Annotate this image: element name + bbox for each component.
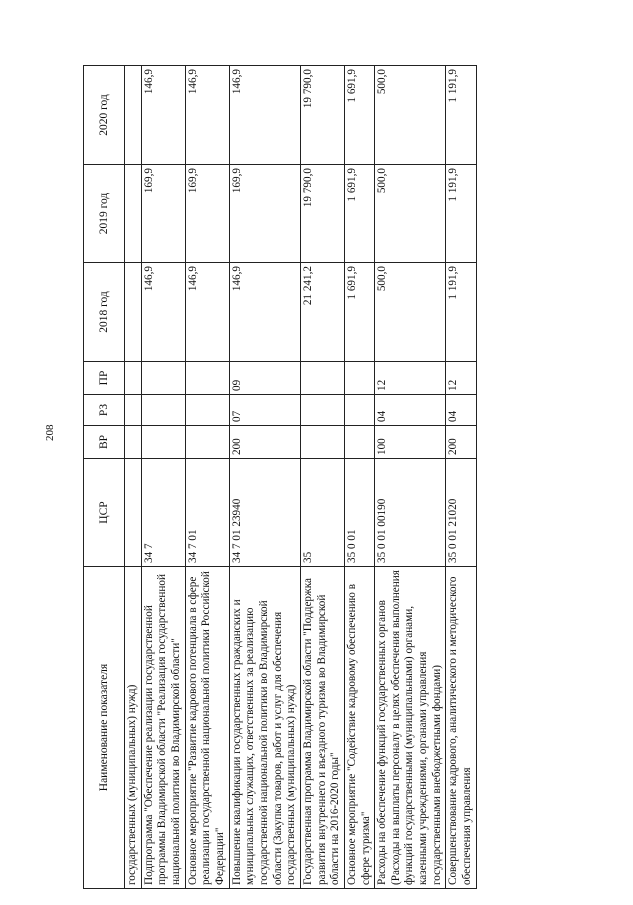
row-name: Расходы на обеспечение функций государственных органов (Расходы на выплаты персоналу в целях обеспечения выполнения функций государственными (муниципальными) органами, казенными учреждениями, органами управления государственными внебюджетными фондами): [375, 567, 446, 889]
row-pr: [141, 362, 185, 395]
header-2019: 2019 год: [84, 165, 125, 263]
row-vr: [125, 426, 142, 459]
row-2019: 169,9: [185, 165, 229, 263]
row-2019: 169,9: [229, 165, 300, 263]
row-pr: [300, 362, 344, 395]
row-2020: [125, 66, 142, 165]
row-pr: 12: [375, 362, 446, 395]
row-pr: 12: [446, 362, 476, 395]
row-rz: [300, 395, 344, 426]
header-pr: ПР: [84, 362, 125, 395]
row-name: Совершенствование кадрового, аналитического и методического обеспечения управления: [446, 567, 476, 889]
page-number: 208: [44, 424, 56, 441]
header-2020: 2020 год: [84, 66, 125, 165]
row-pr: [125, 362, 142, 395]
row-csr: 34 7 01: [185, 459, 229, 567]
row-2018: 21 241,2: [300, 263, 344, 362]
row-2020: 19 790,0: [300, 66, 344, 165]
header-2018: 2018 год: [84, 263, 125, 362]
row-pr: [185, 362, 229, 395]
row-2019: 1 191,9: [446, 165, 476, 263]
row-vr: [300, 426, 344, 459]
header-name: Наименование показателя: [84, 567, 125, 889]
header-rz: РЗ: [84, 395, 125, 426]
row-rz: 04: [375, 395, 446, 426]
row-vr: 200: [446, 426, 476, 459]
header-vr: ВР: [84, 426, 125, 459]
table-row: [229, 66, 300, 889]
row-name: Основное мероприятие "Развитие кадрового потенциала в сфере реализации государственной национальной политики Российской Федерации": [185, 567, 229, 889]
row-rz: 07: [229, 395, 300, 426]
row-csr: 35 0 01 21020: [446, 459, 476, 567]
row-vr: 200: [229, 426, 300, 459]
row-name: Подпрограмма "Обеспечение реализации государственной программы Владимирской области "Реализация государственной национальной политики во Владимирской области": [141, 567, 185, 889]
row-rz: [125, 395, 142, 426]
row-vr: [344, 426, 374, 459]
table-row: [141, 66, 185, 889]
table-row: [125, 66, 142, 889]
table-row: [375, 66, 446, 889]
row-csr: 34 7 01 23940: [229, 459, 300, 567]
row-2019: 1 691,9: [344, 165, 374, 263]
row-rz: 04: [446, 395, 476, 426]
row-rz: [185, 395, 229, 426]
row-2020: 1 191,9: [446, 66, 476, 165]
row-pr: [344, 362, 374, 395]
row-csr: [125, 459, 142, 567]
table-row: [300, 66, 344, 889]
row-name: государственных (муниципальных) нужд): [125, 567, 142, 889]
row-2019: 19 790,0: [300, 165, 344, 263]
table-row: [344, 66, 374, 889]
row-name: Повышение квалификации государственных гражданских и муниципальных служащих, ответственных за реализацию государственной национальной политики во Владимирской области (Закупка товаров, работ и услуг для обеспечения государственных (муниципальных) нужд): [229, 567, 300, 889]
row-2018: 146,9: [229, 263, 300, 362]
row-2020: 146,9: [229, 66, 300, 165]
row-2020: 1 691,9: [344, 66, 374, 165]
row-2018: 500,0: [375, 263, 446, 362]
row-2018: [125, 263, 142, 362]
row-vr: [185, 426, 229, 459]
row-2018: 1 191,9: [446, 263, 476, 362]
row-csr: 34 7: [141, 459, 185, 567]
row-name: Основное мероприятие "Содействие кадровому обеспечению в сфере туризма": [344, 567, 374, 889]
table-row: [446, 66, 476, 889]
header-csr: ЦСР: [84, 459, 125, 567]
row-2019: [125, 165, 142, 263]
table-header-row: [84, 66, 125, 889]
row-csr: 35 0 01 00190: [375, 459, 446, 567]
row-csr: 35: [300, 459, 344, 567]
row-2018: 146,9: [185, 263, 229, 362]
row-vr: [141, 426, 185, 459]
row-2020: 146,9: [141, 66, 185, 165]
row-2019: 169,9: [141, 165, 185, 263]
row-rz: [344, 395, 374, 426]
row-2020: 500,0: [375, 66, 446, 165]
row-2018: 146,9: [141, 263, 185, 362]
row-pr: 09: [229, 362, 300, 395]
row-rz: [141, 395, 185, 426]
row-name: Государственная программа Владимирской области "Поддержка развития внутреннего и въездного туризма во Владимирской области на 2016-2020 годы": [300, 567, 344, 889]
row-2019: 500,0: [375, 165, 446, 263]
row-2020: 146,9: [185, 66, 229, 165]
rotated-table-container: [83, 66, 615, 889]
table-row: [185, 66, 229, 889]
row-vr: 100: [375, 426, 446, 459]
row-2018: 1 691,9: [344, 263, 374, 362]
row-csr: 35 0 01: [344, 459, 374, 567]
budget-table: [83, 65, 477, 889]
